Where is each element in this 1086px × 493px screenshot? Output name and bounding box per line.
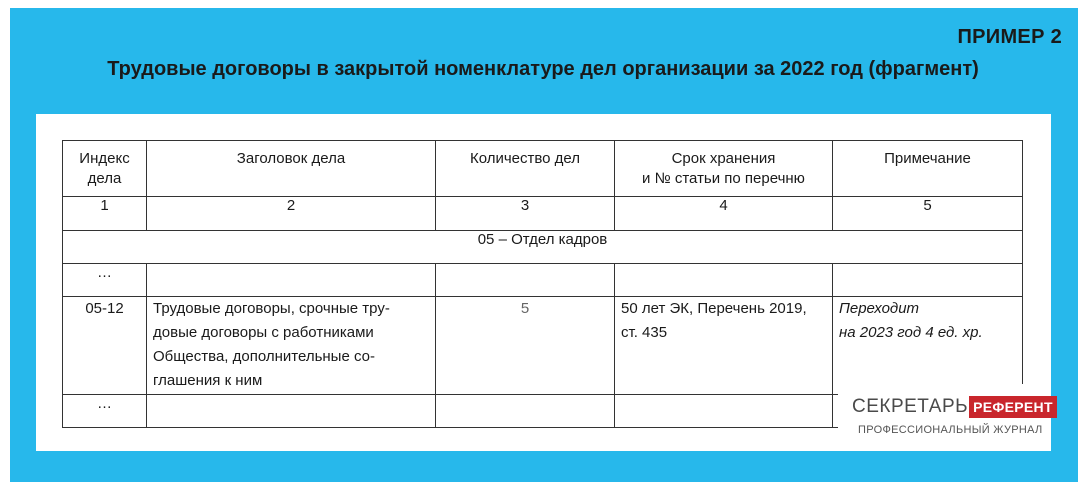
empty-cell <box>147 264 436 297</box>
table-header-row <box>63 141 1023 197</box>
header-retention <box>615 141 833 197</box>
table-row <box>63 264 1023 297</box>
example-label: ПРИМЕР 2 <box>957 26 1062 48</box>
department-heading: 05 – Отдел кадров <box>63 231 1023 264</box>
column-number: 2 <box>147 197 436 231</box>
header-count <box>436 141 615 197</box>
header-note <box>833 141 1023 197</box>
retention-line: 50 лет ЭК, Перечень 2019, <box>621 300 807 317</box>
header-index-line-2: дела <box>87 170 122 187</box>
ellipsis-cell: … <box>63 264 147 297</box>
brand-logo <box>852 396 1057 418</box>
header-index <box>63 141 147 197</box>
case-count: 5 <box>436 297 615 395</box>
note-line: на 2023 год 4 ед. хр. <box>839 324 983 341</box>
brand-subtitle: ПРОФЕССИОНАЛЬНЫЙ ЖУРНАЛ <box>858 424 1043 436</box>
retention-period <box>615 297 833 395</box>
empty-cell <box>615 264 833 297</box>
empty-cell <box>615 395 833 428</box>
column-number: 5 <box>833 197 1023 231</box>
column-number-row <box>63 197 1023 231</box>
case-title-line: довые договоры с работниками <box>153 324 374 341</box>
empty-cell <box>833 264 1023 297</box>
case-title-line: Общества, дополнительные со- <box>153 348 375 365</box>
table-row <box>63 297 1023 395</box>
case-title <box>147 297 436 395</box>
header-index-line-1: Индекс <box>79 150 130 167</box>
column-number: 4 <box>615 197 833 231</box>
column-number: 3 <box>436 197 615 231</box>
ellipsis-cell: … <box>63 395 147 428</box>
header-count-line: Количество дел <box>469 150 581 167</box>
note-line: Переходит <box>839 300 920 317</box>
header-retention-line-1: Срок хранения <box>671 150 776 167</box>
empty-cell <box>436 264 615 297</box>
case-title-line: глашения к ним <box>153 372 263 389</box>
publisher-watermark <box>838 384 1053 450</box>
brand-left: СЕКРЕТАРЬ <box>852 396 969 417</box>
header-retention-line-2: и № статьи по перечню <box>642 170 805 187</box>
retention-line: ст. 435 <box>621 324 668 341</box>
header-note-line: Примечание <box>884 150 971 167</box>
empty-cell <box>436 395 615 428</box>
note <box>833 297 1023 395</box>
brand-right: РЕФЕРЕНТ <box>969 396 1057 418</box>
department-row <box>63 231 1023 264</box>
case-title-line: Трудовые договоры, срочные тру- <box>153 300 390 317</box>
empty-cell <box>147 395 436 428</box>
header-title-line: Заголовок дела <box>236 150 346 167</box>
document-title: Трудовые договоры в закрытой номенклатуре дел организации за 2022 год (фрагмент) <box>107 58 979 80</box>
header-title <box>147 141 436 197</box>
case-index: 05-12 <box>63 297 147 395</box>
column-number: 1 <box>63 197 147 231</box>
